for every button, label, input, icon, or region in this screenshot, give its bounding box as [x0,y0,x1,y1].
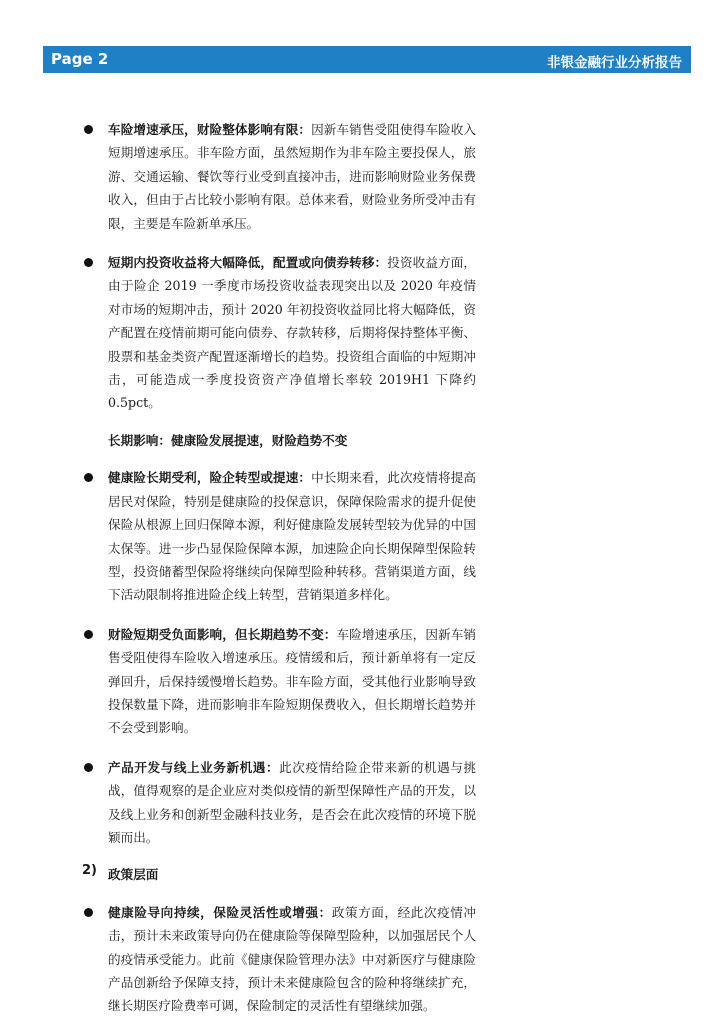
bullet-dot [84,630,93,639]
section-number: 2) [82,863,97,879]
page-header-bar [43,46,691,73]
section-heading [84,863,476,886]
bullet-body: 投资收益方面，由于险企 2019 一季度市场投资收益表现突出以及 2020 年疫情对市场的短期冲击，预计 2020 年初投资收益同比将大幅降低，资产配置在疫情前期可能向债券、存款转移，后期将保持整体平衡、股票和基金类资产配置逐渐增长的趋势。投资组合面临的中短期冲击，可能造成一季度投资资产净值增长率较 2019H1 下降约 0.5pct。 [108,255,477,411]
bullet-item [84,251,476,415]
bullet-dot [84,908,93,917]
bullet-dot [84,125,93,134]
bullet-item [84,623,476,740]
bullet-dot [84,763,93,772]
bullet-lead: 产品开发与线上业务新机遇： [108,759,280,775]
bullet-body: 中长期来看，此次疫情将提高居民对保险，特别是健康险的投保意识，保障保险需求的提升促使保险从根源上回归保障本源，利好健康险发展转型较为优异的中国太保等。进一步凸显保险保障本源，加速险企向长期保障型保险转型，投资储蓄型保险将继续向保障型险种转移。营销渠道方面，线下活动限制将推进险企线上转型，营销渠道多样化。 [108,470,477,603]
bullet-lead: 健康险长期受利，险企转型或提速： [108,470,312,486]
bullet-item [84,756,476,850]
bullet-body: 政策方面，经此次疫情冲击，预计未来政策导向仍在健康险等保障型险种，以加强居民个人的疫情承受能力。此前《健康保险管理办法》中对新医疗与健康险产品创新给予保障支持，预计未来健康险包含的险种将继续扩充，继长期医疗险费率可调，保险制定的灵活性有望继续加强。 [108,904,477,1014]
bullet-body: 此次疫情给险企带来新的机遇与挑战，值得观察的是企业应对类似疫情的新型保障性产品的开发，以及线上业务和创新型金融科技业务，是否会在此次疫情的环境下脱颖而出。 [108,759,477,845]
bullet-lead: 健康险导向持续，保险灵活性或增强： [108,904,332,920]
report-body [84,118,476,1018]
bullet-item [84,466,476,606]
bullet-body: 因新车销售受阻使得车险收入短期增速承压。非车险方面，虽然短期作为非车险主要投保人，旅游、交通运输、餐饮等行业受到直接冲击，进而影响财险业务保费收入，但由于占比较小影响有限。总体来看，财险业务所受冲击有限，主要是车险新单承压。 [108,122,477,231]
report-title: 非银金融行业分析报告 [547,55,682,71]
section-title: 政策层面 [108,867,159,883]
bullet-lead: 财险短期受负面影响，但长期趋势不变： [108,626,337,642]
bullet-dot [84,258,93,267]
subheading: 长期影响：健康险发展提速，财险趋势不变 [108,432,348,448]
bullet-lead: 车险增速承压，财险整体影响有限： [108,122,312,137]
bullet-item [84,118,476,235]
bullet-body: 车险增速承压，因新车销售受阻使得车险收入增速承压。疫情缓和后，预计新单将有一定反弹回升，后保持缓慢增长趋势。非车险方面，受其他行业影响导致投保数量下降，进而影响非车险短期保费收入，但长期增长趋势并不会受到影响。 [108,626,477,736]
bullet-lead: 短期内投资收益将大幅降低，配置或向债券转移： [108,255,388,271]
bullet-item [84,901,476,1018]
bullet-dot [84,473,93,482]
page-number: Page 2 [51,50,109,68]
